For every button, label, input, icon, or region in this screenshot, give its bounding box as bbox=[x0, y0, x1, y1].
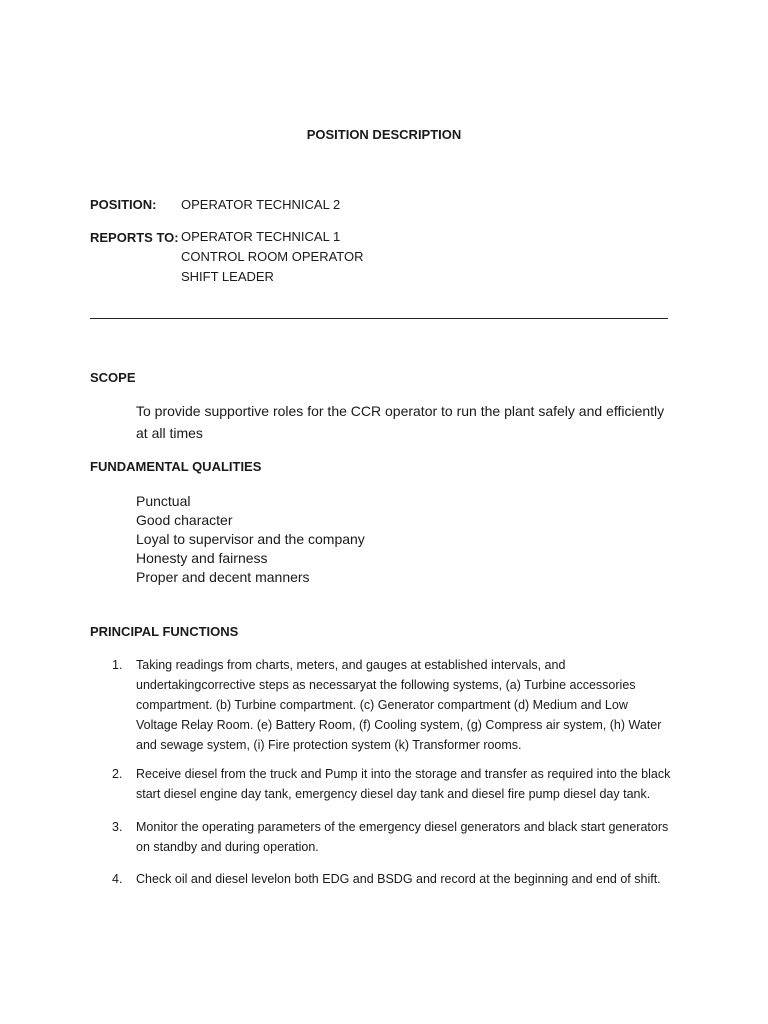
function-text: Taking readings from charts, meters, and gauges at established intervals, and undertakingcorrective steps as necessaryat the following systems, (a) Turbine accessories compartment. (b) Turbine compartment. (c) Generator compartment (d) Medium and Low Voltage Relay Room. (e) Battery Room, (f) Cooling system, (g) Compress air system, (h) Water and sewage system, (i) Fire protection system (k) Transformer rooms. bbox=[136, 658, 662, 752]
function-item bbox=[100, 869, 672, 889]
function-number: 3. bbox=[112, 820, 123, 834]
function-text: Check oil and diesel levelon both EDG and BSDG and record at the beginning and end of shift. bbox=[136, 872, 661, 886]
quality-item: Loyal to supervisor and the company bbox=[136, 531, 365, 547]
function-item bbox=[100, 764, 672, 804]
function-item bbox=[100, 817, 672, 857]
quality-item: Punctual bbox=[136, 493, 191, 509]
function-item bbox=[100, 655, 672, 755]
reports-to-label: REPORTS TO: bbox=[90, 230, 179, 245]
position-value: OPERATOR TECHNICAL 2 bbox=[181, 197, 341, 212]
qualities-heading: FUNDAMENTAL QUALITIES bbox=[90, 459, 262, 474]
horizontal-rule bbox=[90, 318, 668, 319]
reports-to-item: CONTROL ROOM OPERATOR bbox=[181, 249, 364, 264]
position-label: POSITION: bbox=[90, 197, 157, 212]
reports-to-list bbox=[181, 227, 364, 287]
scope-text: To provide supportive roles for the CCR operator to run the plant safely and efficiently at all times bbox=[136, 403, 665, 441]
quality-item: Proper and decent manners bbox=[136, 569, 310, 585]
function-number: 4. bbox=[112, 872, 123, 886]
function-number: 2. bbox=[112, 767, 123, 781]
reports-to-item: SHIFT LEADER bbox=[181, 269, 274, 284]
functions-heading: PRINCIPAL FUNCTIONS bbox=[90, 624, 239, 639]
quality-item: Good character bbox=[136, 512, 233, 528]
function-number: 1. bbox=[112, 658, 123, 672]
document-title: POSITION DESCRIPTION bbox=[306, 127, 462, 142]
reports-to-item: OPERATOR TECHNICAL 1 bbox=[181, 229, 341, 244]
function-text: Receive diesel from the truck and Pump it into the storage and transfer as required into the black start diesel engine day tank, emergency diesel day tank and diesel fire pump diesel day tank. bbox=[136, 767, 671, 801]
quality-item: Honesty and fairness bbox=[136, 550, 268, 566]
scope-heading: SCOPE bbox=[90, 370, 136, 385]
qualities-list bbox=[136, 492, 365, 587]
functions-list bbox=[100, 655, 672, 889]
function-text: Monitor the operating parameters of the emergency diesel generators and black start generators on standby and during operation. bbox=[136, 820, 669, 854]
